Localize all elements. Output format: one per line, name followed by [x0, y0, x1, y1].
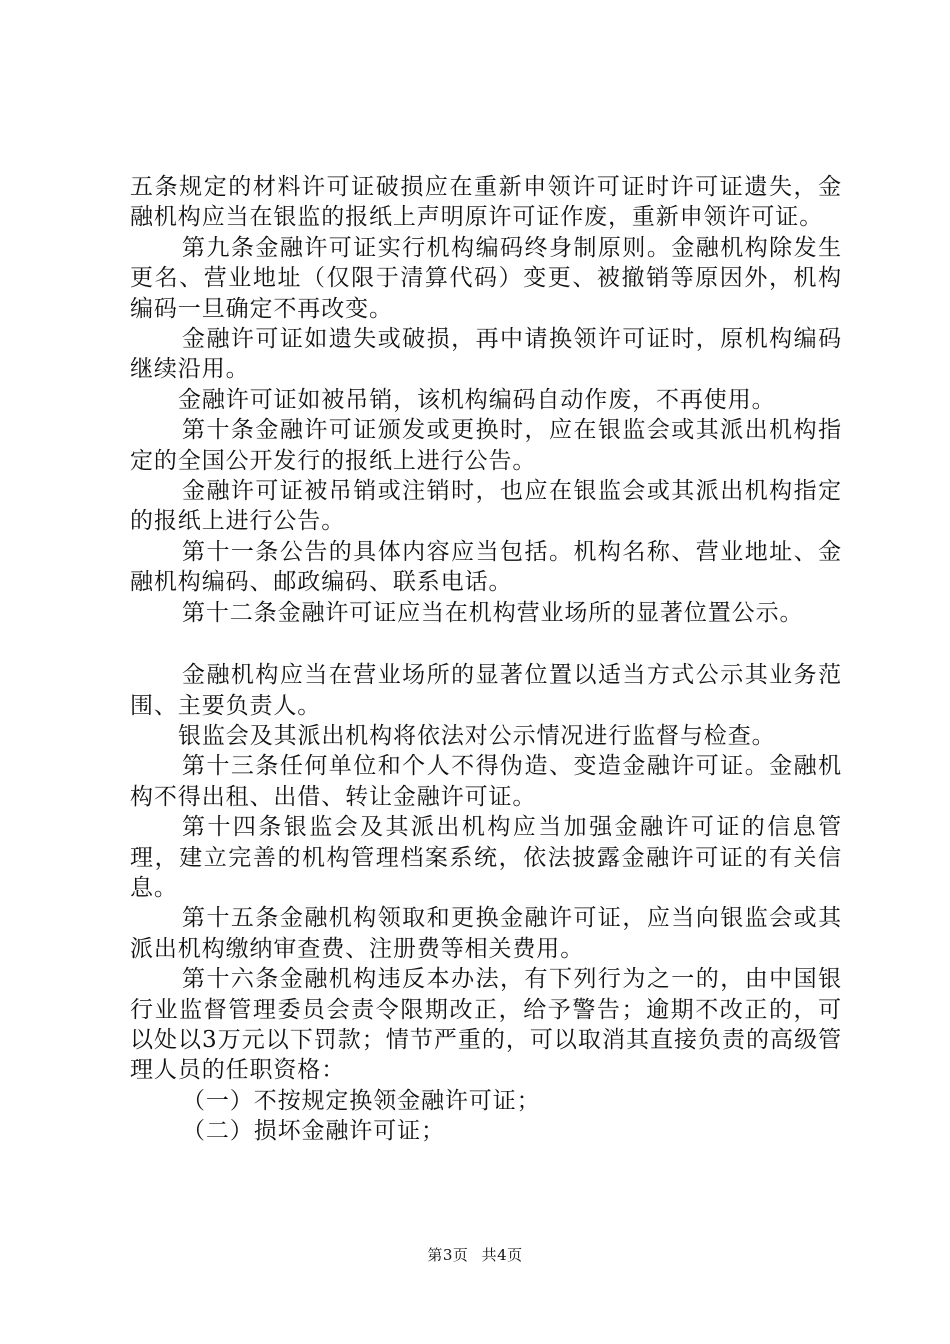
document-body: [130, 172, 842, 1147]
paragraph: 金融许可证被吊销或注销时，也应在银监会或其派出机构指定的报纸上进行公告。: [130, 478, 842, 535]
paragraph-article-14: 第十四条银监会及其派出机构应当加强金融许可证的信息管理，建立完善的机构管理档案系统，依法披露金融许可证的有关信息。: [130, 814, 842, 901]
list-item: （一）不按规定换领金融许可证；: [182, 1087, 541, 1114]
paragraph-article-12: 第十二条金融许可证应当在机构营业场所的显著位置公示。: [182, 599, 804, 626]
list-item: （二）损坏金融许可证；: [182, 1118, 445, 1145]
paragraph: 金融机构应当在营业场所的显著位置以适当方式公示其业务范围、主要负责人。: [130, 662, 842, 719]
page-number: 第3页: [427, 1246, 469, 1264]
paragraph: 银监会及其派出机构将依法对公示情况进行监督与检查。: [178, 722, 776, 749]
paragraph-article-10: 第十条金融许可证颁发或更换时，应在银监会或其派出机构指定的全国公开发行的报纸上进行公告。: [130, 417, 842, 474]
paragraph: 五条规定的材料许可证破损应在重新申领许可证时许可证遗失，金融机构应当在银监的报纸上声明原许可证作废，重新申领许可证。: [130, 174, 842, 231]
page-footer: [0, 1244, 950, 1265]
paragraph-article-16: 第十六条金融机构违反本办法，有下列行为之一的，由中国银行业监督管理委员会责令限期改正，给予警告；逾期不改正的，可以处以3万元以下罚款；情节严重的，可以取消其直接负责的高级管理人员的任职资格：: [130, 966, 842, 1084]
paragraph-article-9: 第九条金融许可证实行机构编码终身制原则。金融机构除发生更名、营业地址（仅限于清算代码）变更、被撤销等原因外，机构编码一旦确定不再改变。: [130, 234, 842, 322]
paragraph-article-13: 第十三条任何单位和个人不得伪造、变造金融许可证。金融机构不得出租、出借、转让金融许可证。: [130, 753, 842, 810]
paragraph-article-11: 第十一条公告的具体内容应当包括。机构名称、营业地址、金融机构编码、邮政编码、联系电话。: [130, 538, 842, 596]
page-total: 共4页: [481, 1246, 523, 1264]
paragraph-article-15: 第十五条金融机构领取和更换金融许可证，应当向银监会或其派出机构缴纳审查费、注册费等相关费用。: [130, 905, 842, 962]
paragraph: 金融许可证如遗失或破损，再中请换领许可证时，原机构编码继续沿用。: [130, 326, 842, 383]
paragraph: 金融许可证如被吊销，该机构编码自动作废，不再使用。: [178, 386, 776, 413]
paragraph-gap: [130, 628, 842, 660]
